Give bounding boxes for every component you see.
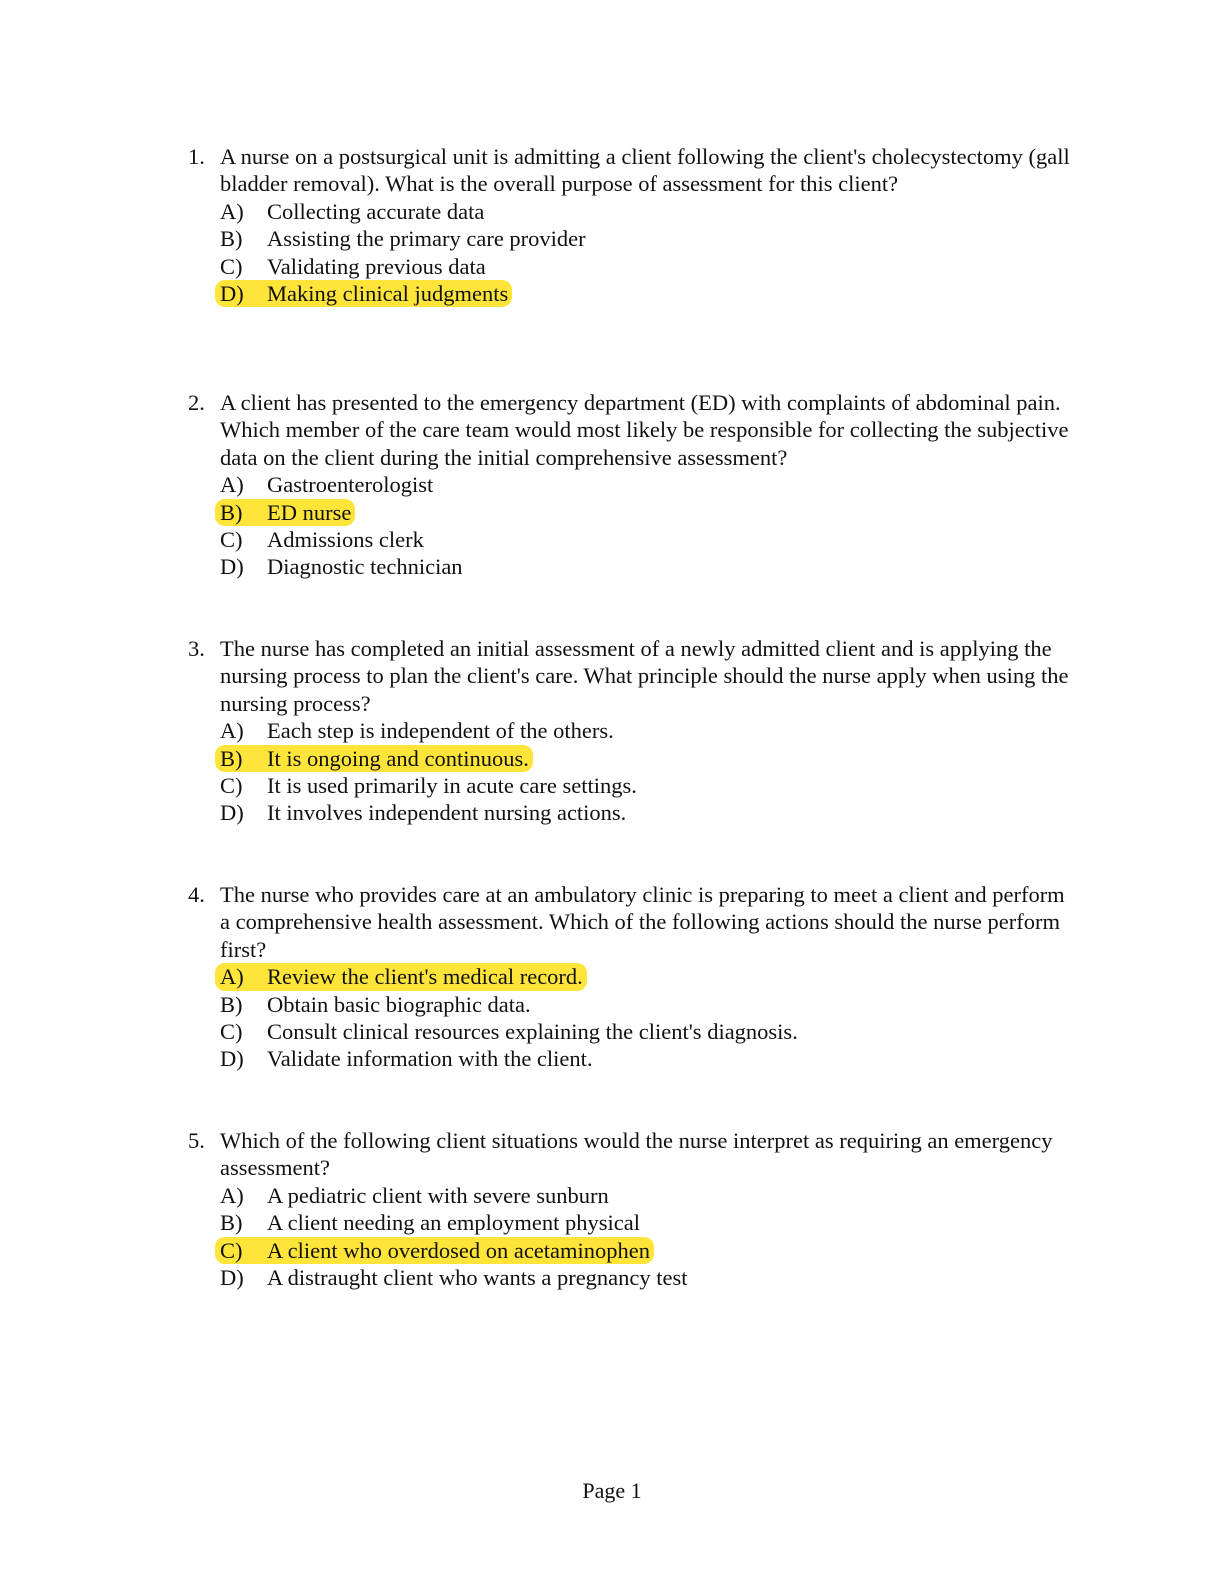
question-number: 4. bbox=[188, 882, 205, 907]
option-text: It involves independent nursing actions. bbox=[267, 800, 627, 826]
option-letter: B) bbox=[220, 1210, 243, 1236]
option-letter: D) bbox=[220, 1046, 244, 1072]
option-text: A pediatric client with severe sunburn bbox=[267, 1182, 609, 1208]
option-text: Consult clinical resources explaining the client's diagnosis. bbox=[267, 1019, 798, 1044]
option-text: Collecting accurate data bbox=[267, 198, 485, 224]
answer-options bbox=[188, 717, 1078, 827]
option-letter: A) bbox=[220, 964, 244, 990]
option-text: Review the client's medical record. bbox=[267, 964, 583, 990]
option-letter: A) bbox=[220, 472, 244, 498]
question-number: 3. bbox=[188, 636, 205, 661]
option-text: A client needing an employment physical bbox=[267, 1210, 641, 1236]
question-stem bbox=[188, 389, 1078, 471]
option-b-highlighted-answer bbox=[220, 745, 1078, 772]
option-letter: C) bbox=[220, 773, 243, 798]
question-stem bbox=[188, 1127, 1078, 1182]
question-1 bbox=[188, 143, 1078, 307]
question-stem bbox=[188, 635, 1078, 717]
answer-options bbox=[188, 963, 1078, 1073]
option-a bbox=[220, 1182, 1078, 1209]
question-5 bbox=[188, 1127, 1078, 1291]
option-d bbox=[220, 799, 1078, 826]
option-c bbox=[220, 253, 1078, 280]
option-letter: A) bbox=[220, 198, 244, 224]
option-c-highlighted-answer bbox=[220, 1237, 1078, 1264]
option-letter: B) bbox=[220, 226, 243, 252]
option-text: Assisting the primary care provider bbox=[267, 226, 586, 252]
question-stem bbox=[188, 881, 1078, 963]
option-d-highlighted-answer bbox=[220, 280, 1078, 307]
option-a-highlighted-answer bbox=[220, 963, 1078, 990]
option-text: Each step is independent of the others. bbox=[267, 718, 614, 744]
option-d bbox=[220, 1264, 1078, 1291]
option-text: It is ongoing and continuous. bbox=[267, 745, 529, 771]
question-number: 5. bbox=[188, 1128, 205, 1153]
question-2 bbox=[188, 389, 1078, 581]
option-a bbox=[220, 717, 1078, 744]
question-stem bbox=[188, 143, 1078, 198]
option-letter: C) bbox=[220, 1019, 243, 1044]
option-text: Validating previous data bbox=[267, 253, 486, 279]
option-letter: D) bbox=[220, 1264, 244, 1290]
option-b bbox=[220, 991, 1078, 1018]
option-text: ED nurse bbox=[267, 499, 352, 525]
option-letter: B) bbox=[220, 499, 243, 525]
option-text: Gastroenterologist bbox=[267, 472, 434, 498]
option-b bbox=[220, 225, 1078, 252]
option-b bbox=[220, 1209, 1078, 1236]
question-number: 1. bbox=[188, 144, 205, 169]
option-letter: C) bbox=[220, 1237, 243, 1263]
question-text: Which of the following client situations would the nurse interpret as requiring an emergency assessment? bbox=[220, 1128, 1053, 1181]
option-letter: A) bbox=[220, 718, 244, 744]
option-letter: C) bbox=[220, 253, 243, 279]
option-d bbox=[220, 1045, 1078, 1072]
option-text: A client who overdosed on acetaminophen bbox=[267, 1237, 651, 1263]
option-letter: D) bbox=[220, 280, 244, 306]
page-number: Page 1 bbox=[582, 1478, 642, 1503]
answer-options bbox=[188, 471, 1078, 581]
option-a bbox=[220, 198, 1078, 225]
question-text: The nurse has completed an initial assessment of a newly admitted client and is applying the nursing process to plan the client's care. What principle should the nurse apply when using the nursing process? bbox=[220, 636, 1069, 716]
option-letter: D) bbox=[220, 800, 244, 826]
option-letter: A) bbox=[220, 1182, 244, 1208]
option-a bbox=[220, 471, 1078, 498]
answer-options bbox=[188, 198, 1078, 308]
option-c bbox=[220, 526, 1078, 553]
question-text: A client has presented to the emergency department (ED) with complaints of abdominal pain. Which member of the care team would most likely be responsible for collecting the subjective data on the client during the initial comprehensive assessment? bbox=[220, 390, 1069, 470]
option-letter: D) bbox=[220, 554, 244, 580]
option-c bbox=[220, 772, 1078, 799]
option-text: Obtain basic biographic data. bbox=[267, 991, 531, 1017]
option-letter: B) bbox=[220, 991, 243, 1017]
option-text: Admissions clerk bbox=[267, 527, 424, 552]
option-letter: B) bbox=[220, 745, 243, 771]
page-footer bbox=[0, 1472, 1224, 1503]
question-text: The nurse who provides care at an ambulatory clinic is preparing to meet a client and perform a comprehensive health assessment. Which of the following actions should the nurse perform first? bbox=[220, 882, 1065, 962]
option-c bbox=[220, 1018, 1078, 1045]
option-text: It is used primarily in acute care settings. bbox=[267, 773, 637, 798]
option-text: A distraught client who wants a pregnancy test bbox=[267, 1264, 688, 1290]
answer-options bbox=[188, 1182, 1078, 1292]
option-d bbox=[220, 553, 1078, 580]
option-text: Validate information with the client. bbox=[267, 1046, 593, 1072]
option-letter: C) bbox=[220, 527, 243, 552]
option-text: Diagnostic technician bbox=[267, 554, 463, 580]
option-text: Making clinical judgments bbox=[267, 280, 509, 306]
question-4 bbox=[188, 881, 1078, 1073]
option-b-highlighted-answer bbox=[220, 499, 1078, 526]
question-number: 2. bbox=[188, 390, 205, 415]
question-3 bbox=[188, 635, 1078, 827]
question-text: A nurse on a postsurgical unit is admitting a client following the client's cholecystectomy (gall bladder removal). What is the overall purpose of assessment for this client? bbox=[220, 144, 1070, 197]
